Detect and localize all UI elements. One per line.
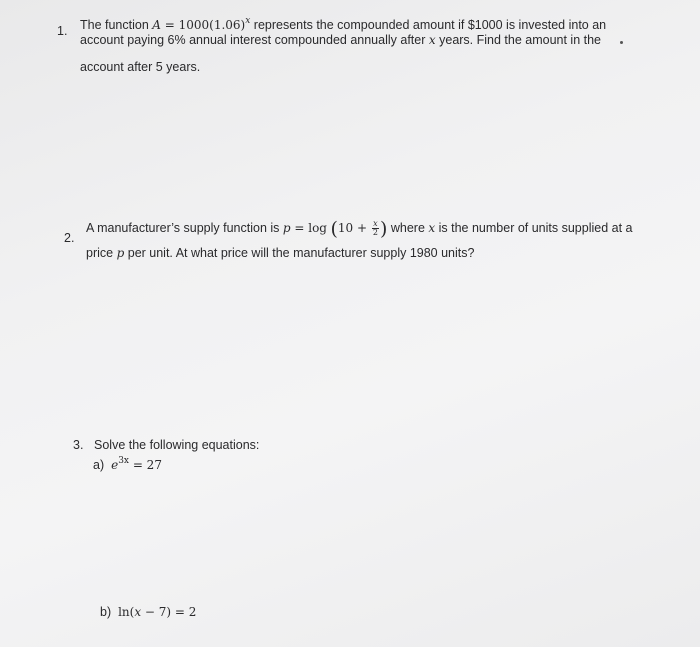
question-3a: a) $e^{3x} = 27$	[93, 456, 162, 472]
question-1-line-1: The function $A = 1000(1.06)^x$ represents the compounded amount if $1000 is invested into an	[80, 16, 607, 32]
fraction-x-over-2: $\frac{x}{2}$	[372, 219, 378, 238]
question-2-line-1: A manufacturer’s supply function is p = log (10 + $\frac{x}{2}$ ) where x is the number of units supplied at a	[86, 218, 633, 240]
question-3-title: Solve the following equations:	[94, 438, 260, 452]
stray-mark	[620, 41, 623, 44]
question-2-number: 2.	[64, 231, 75, 245]
question-1-line-2: account paying 6% annual interest compounded annually after x years. Find the amount in the	[80, 33, 602, 47]
question-3b: b) ln(x − 7) = 2	[100, 605, 197, 619]
part-a-label: a)	[93, 458, 105, 472]
question-2-line-2: price p per unit. At what price will the manufacturer supply 1980 units?	[86, 246, 475, 260]
question-1-number: 1.	[57, 24, 68, 38]
question-3-number: 3.	[73, 438, 84, 452]
part-b-label: b)	[100, 605, 112, 619]
question-1-line-3: account after 5 years.	[80, 60, 201, 74]
